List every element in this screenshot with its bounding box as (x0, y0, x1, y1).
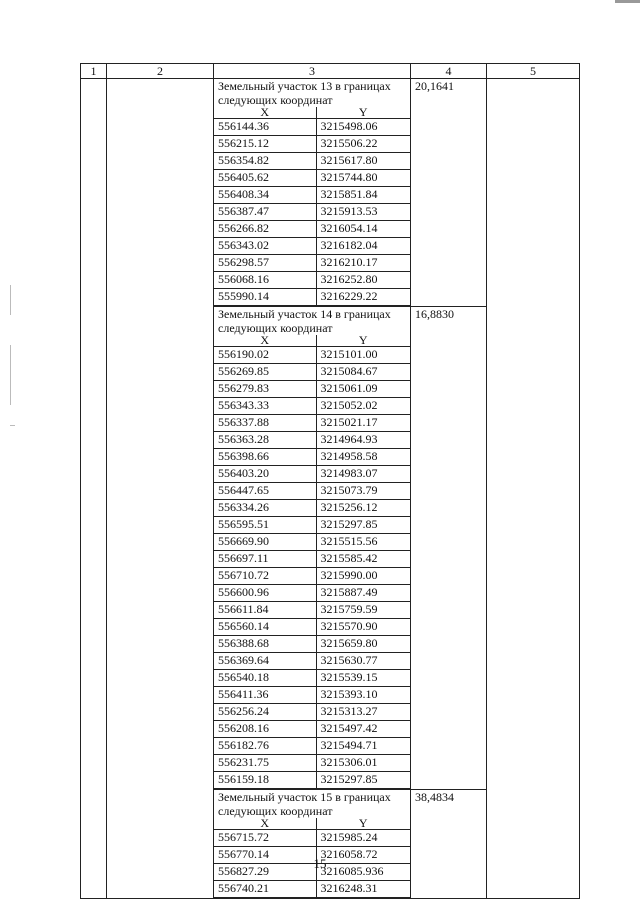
coord-x: 556770.14 (214, 847, 316, 864)
parcels-body (81, 79, 580, 899)
coord-table (214, 335, 410, 789)
coord-points (214, 347, 410, 789)
coord-y: 3215990.00 (316, 568, 410, 585)
coord-x: 556190.02 (214, 347, 316, 364)
coord-header-y: Y (316, 107, 410, 119)
coord-header-row (214, 107, 410, 119)
coord-y: 3215617.80 (316, 153, 410, 170)
coord-row (214, 585, 410, 602)
coord-x: 556279.83 (214, 381, 316, 398)
coord-x: 556611.84 (214, 602, 316, 619)
coord-x: 556398.66 (214, 449, 316, 466)
coord-x: 556369.64 (214, 653, 316, 670)
coord-row (214, 187, 410, 204)
coord-row (214, 347, 410, 364)
coord-y: 3215073.79 (316, 483, 410, 500)
coord-y: 3215021.17 (316, 415, 410, 432)
coord-y: 3215985.24 (316, 830, 410, 847)
coord-y: 3216248.31 (316, 881, 410, 898)
coord-header-row (214, 335, 410, 347)
coord-row (214, 466, 410, 483)
coord-y: 3215313.27 (316, 704, 410, 721)
col-2-cell (107, 79, 214, 899)
coord-x: 556354.82 (214, 153, 316, 170)
parcel-cell (214, 790, 411, 899)
coord-y: 3215494.71 (316, 738, 410, 755)
coord-x: 556068.16 (214, 272, 316, 289)
coord-row (214, 381, 410, 398)
coord-x: 556560.14 (214, 619, 316, 636)
coord-row (214, 255, 410, 272)
coord-row (214, 619, 410, 636)
coord-x: 556159.18 (214, 772, 316, 789)
coord-x: 556540.18 (214, 670, 316, 687)
coord-y: 3215515.56 (316, 534, 410, 551)
coord-y: 3215851.84 (316, 187, 410, 204)
coord-y: 3214964.93 (316, 432, 410, 449)
coord-x: 556208.16 (214, 721, 316, 738)
coord-y: 3216182.04 (316, 238, 410, 255)
coord-x: 556827.29 (214, 864, 316, 881)
coord-row (214, 738, 410, 755)
coordinates-table (80, 63, 580, 899)
coord-y: 3215539.15 (316, 670, 410, 687)
coord-y: 3215101.00 (316, 347, 410, 364)
coord-y: 3215759.59 (316, 602, 410, 619)
coord-row (214, 289, 410, 306)
coord-x: 556144.36 (214, 119, 316, 136)
coord-row (214, 551, 410, 568)
coord-header-x: X (214, 107, 316, 119)
coord-y: 3215061.09 (316, 381, 410, 398)
coord-y: 3216054.14 (316, 221, 410, 238)
parcel-area: 20,1641 (411, 79, 487, 307)
coord-x: 556231.75 (214, 755, 316, 772)
coord-y: 3215256.12 (316, 500, 410, 517)
coord-row (214, 602, 410, 619)
coord-header-y: Y (316, 818, 410, 830)
coord-y: 3215306.01 (316, 755, 410, 772)
coord-y: 3214958.58 (316, 449, 410, 466)
coord-row (214, 772, 410, 789)
coord-x: 556740.21 (214, 881, 316, 898)
coord-x: 556411.36 (214, 687, 316, 704)
coord-row (214, 119, 410, 136)
parcel-cell (214, 307, 411, 790)
coord-x: 556595.51 (214, 517, 316, 534)
coord-x: 556447.65 (214, 483, 316, 500)
header-col-3: 3 (214, 64, 411, 79)
coord-header-x: X (214, 335, 316, 347)
coord-x: 556388.68 (214, 636, 316, 653)
parcel-cell (214, 79, 411, 307)
coord-header-row (214, 818, 410, 830)
parcel-title: Земельный участок 15 в границах следующих координат (218, 790, 391, 818)
coord-x: 555990.14 (214, 289, 316, 306)
coord-y: 3216058.72 (316, 847, 410, 864)
coord-row (214, 136, 410, 153)
coord-y: 3215913.53 (316, 204, 410, 221)
coord-row (214, 204, 410, 221)
coord-y: 3215498.06 (316, 119, 410, 136)
coord-x: 556215.12 (214, 136, 316, 153)
coord-row (214, 721, 410, 738)
coord-y: 3216085.936 (316, 864, 410, 881)
coord-x: 556269.85 (214, 364, 316, 381)
coord-row (214, 534, 410, 551)
header-col-2: 2 (107, 64, 214, 79)
scan-mark (10, 425, 15, 426)
coord-row (214, 755, 410, 772)
parcel-title: Земельный участок 13 в границах следующих координат (218, 79, 391, 107)
coord-row (214, 830, 410, 847)
coord-row (214, 449, 410, 466)
coord-y: 3215744.80 (316, 170, 410, 187)
col-5-cell (487, 79, 580, 899)
coord-x: 556334.26 (214, 500, 316, 517)
coord-x: 556343.33 (214, 398, 316, 415)
header-col-4: 4 (411, 64, 487, 79)
coord-row (214, 238, 410, 255)
coord-row (214, 670, 410, 687)
coord-y: 3214983.07 (316, 466, 410, 483)
coord-x: 556403.20 (214, 466, 316, 483)
coord-x: 556337.88 (214, 415, 316, 432)
header-col-1: 1 (81, 64, 107, 79)
coord-table (214, 107, 410, 306)
coord-y: 3215497.42 (316, 721, 410, 738)
coord-row (214, 221, 410, 238)
coord-row (214, 153, 410, 170)
coord-y: 3215393.10 (316, 687, 410, 704)
coord-y: 3216210.17 (316, 255, 410, 272)
coord-row (214, 364, 410, 381)
coord-row (214, 636, 410, 653)
coord-x: 556669.90 (214, 534, 316, 551)
scan-mark (10, 285, 11, 315)
coord-y: 3215570.90 (316, 619, 410, 636)
scan-mark (615, 0, 640, 3)
coord-x: 556710.72 (214, 568, 316, 585)
coord-row (214, 500, 410, 517)
coord-row (214, 483, 410, 500)
coord-points (214, 119, 410, 306)
coord-x: 556405.62 (214, 170, 316, 187)
parcel-area: 38,4834 (411, 790, 487, 899)
coord-x: 556387.47 (214, 204, 316, 221)
coord-x: 556256.24 (214, 704, 316, 721)
coord-header-x: X (214, 818, 316, 830)
coord-x: 556182.76 (214, 738, 316, 755)
coord-x: 556600.96 (214, 585, 316, 602)
coord-row (214, 881, 410, 898)
coord-row (214, 415, 410, 432)
parcel-area: 16,8830 (411, 307, 487, 790)
coord-y: 3216229.22 (316, 289, 410, 306)
coord-y: 3215297.85 (316, 517, 410, 534)
coord-header-y: Y (316, 335, 410, 347)
coord-x: 556408.34 (214, 187, 316, 204)
coord-y: 3215585.42 (316, 551, 410, 568)
header-col-5: 5 (487, 64, 580, 79)
coord-y: 3215297.85 (316, 772, 410, 789)
coord-x: 556298.57 (214, 255, 316, 272)
coord-row (214, 170, 410, 187)
header-row (81, 64, 580, 79)
coord-y: 3215506.22 (316, 136, 410, 153)
coord-y: 3216252.80 (316, 272, 410, 289)
coord-row (214, 432, 410, 449)
coord-y: 3215084.67 (316, 364, 410, 381)
coord-row (214, 517, 410, 534)
parcel-title: Земельный участок 14 в границах следующих координат (218, 307, 391, 335)
coord-y: 3215052.02 (316, 398, 410, 415)
coord-row (214, 704, 410, 721)
coord-y: 3215630.77 (316, 653, 410, 670)
scan-mark (10, 345, 11, 405)
coord-x: 556266.82 (214, 221, 316, 238)
coord-row (214, 653, 410, 670)
coord-row (214, 398, 410, 415)
coord-row (214, 568, 410, 585)
coord-y: 3215887.49 (316, 585, 410, 602)
coord-y: 3215659.80 (316, 636, 410, 653)
coord-x: 556363.28 (214, 432, 316, 449)
coord-row (214, 687, 410, 704)
parcel-row (81, 79, 580, 307)
col-1-cell (81, 79, 107, 899)
coord-x: 556343.02 (214, 238, 316, 255)
coord-row (214, 272, 410, 289)
coord-x: 556715.72 (214, 830, 316, 847)
page-number: 15 (313, 856, 327, 871)
coord-x: 556697.11 (214, 551, 316, 568)
